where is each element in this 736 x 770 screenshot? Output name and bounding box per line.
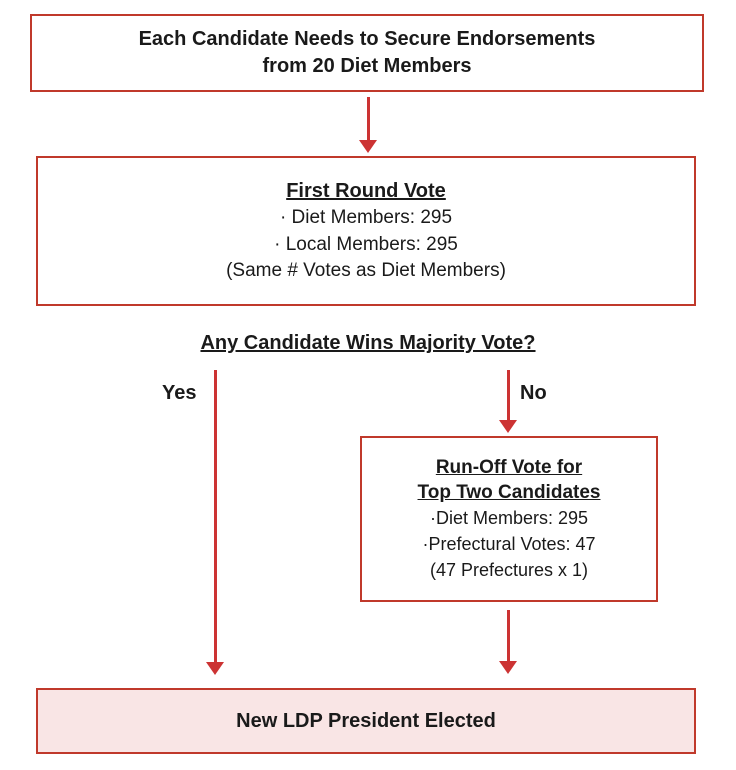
arrow-endorsement-to-first-round — [353, 97, 383, 153]
arrow-yes-to-final — [200, 370, 230, 675]
final-label: New LDP President Elected — [236, 709, 496, 732]
endorsement-line1: Each Candidate Needs to Secure Endorsements — [138, 28, 596, 50]
arrow-runoff-to-final — [493, 610, 523, 674]
arrow-head — [206, 662, 224, 675]
runoff-title-line1: Run-Off Vote for — [435, 456, 583, 478]
runoff-title-line2: Top Two Candidates — [417, 481, 601, 503]
yes-label: Yes — [162, 382, 197, 404]
arrow-no-to-runoff — [493, 370, 523, 433]
runoff-note: (47 Prefectures x 1) — [429, 560, 589, 581]
arrow-head — [359, 140, 377, 153]
majority-vote-question: Any Candidate Wins Majority Vote? — [200, 332, 536, 354]
final-box — [36, 688, 696, 754]
first-round-item-local: · Local Members: 295 — [274, 233, 458, 255]
runoff-item-diet: ·Diet Members: 295 — [429, 507, 589, 528]
arrow-shaft — [507, 610, 510, 663]
endorsement-box — [30, 14, 704, 92]
first-round-title: First Round Vote — [286, 179, 446, 202]
first-round-note: (Same # Votes as Diet Members) — [226, 260, 506, 282]
arrow-shaft — [507, 370, 510, 422]
arrow-head — [499, 420, 517, 433]
arrow-shaft — [214, 370, 217, 664]
first-round-box — [36, 156, 696, 306]
endorsement-line2: from 20 Diet Members — [262, 55, 472, 77]
no-label: No — [520, 382, 547, 404]
runoff-item-prefectural: ·Prefectural Votes: 47 — [422, 534, 596, 555]
runoff-box — [360, 436, 658, 602]
arrow-shaft — [367, 97, 370, 142]
first-round-item-diet: · Diet Members: 295 — [279, 206, 453, 228]
arrow-head — [499, 661, 517, 674]
